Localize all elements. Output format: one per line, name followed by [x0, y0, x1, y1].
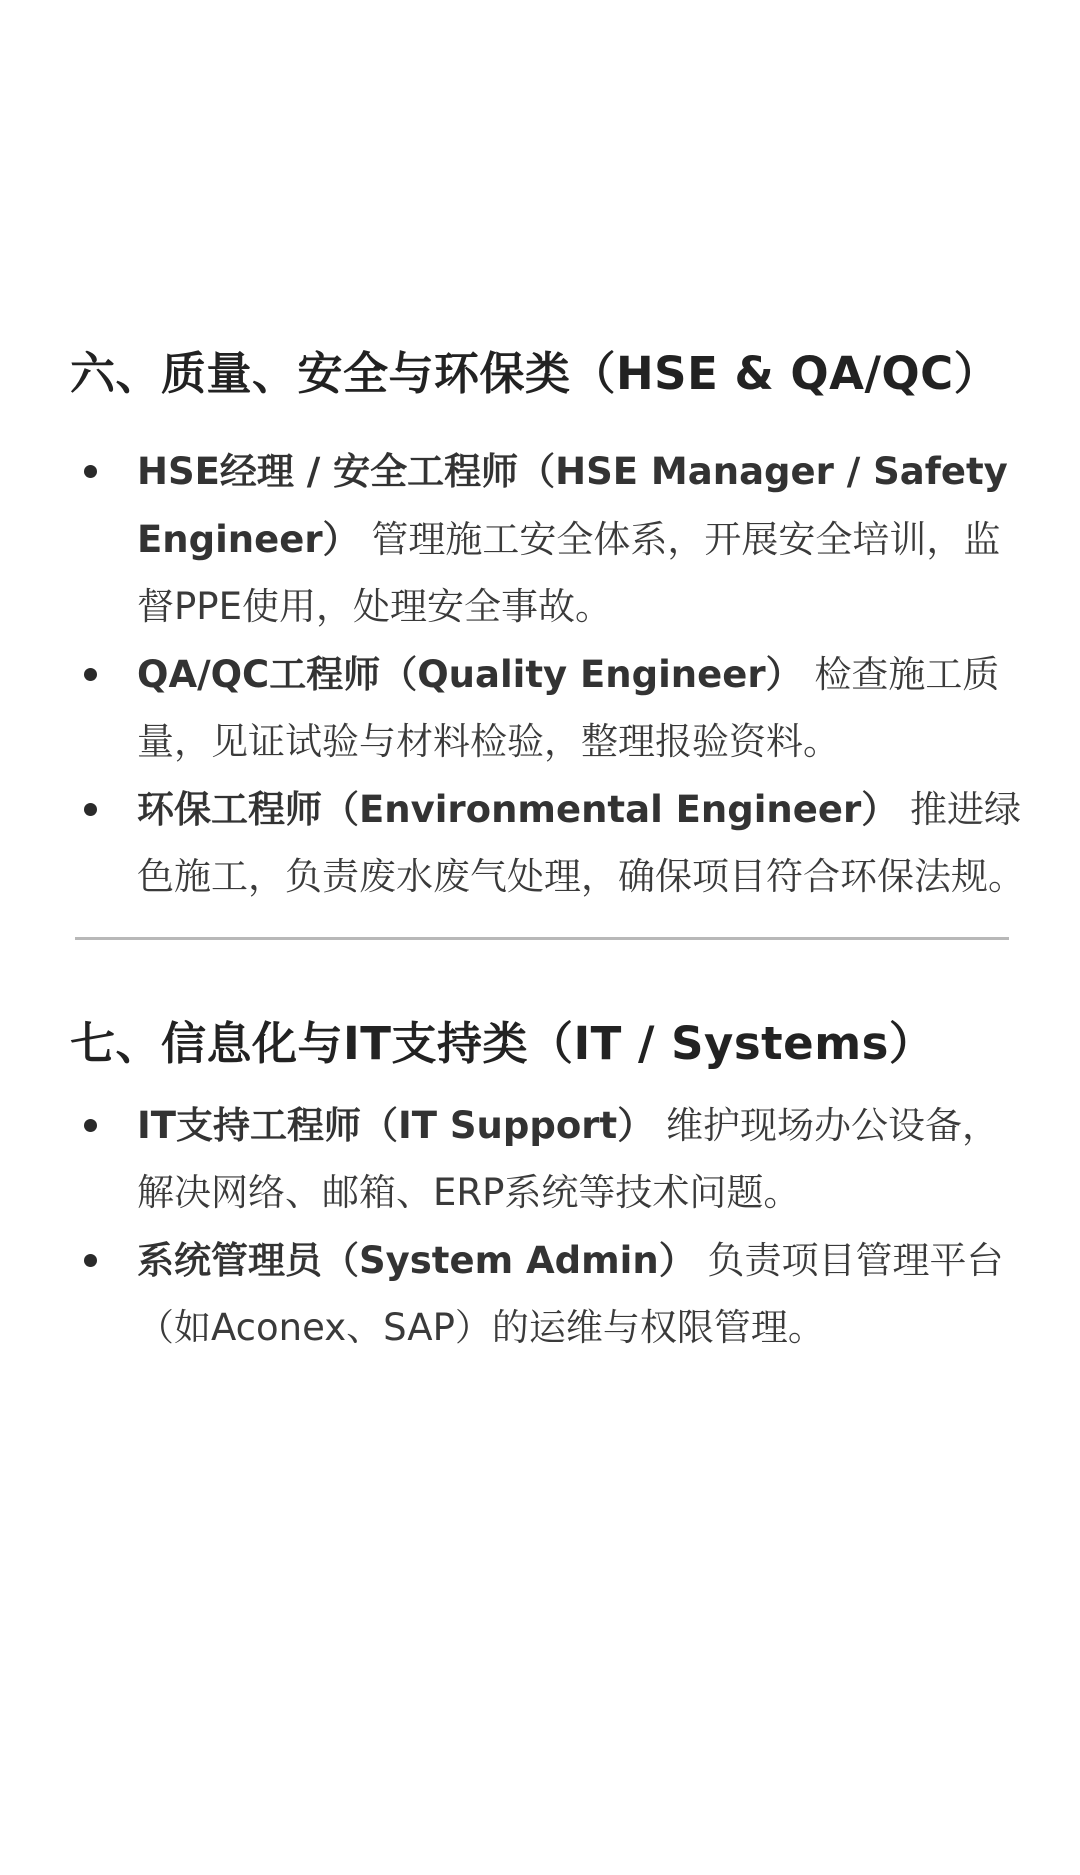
- role-title: HSE经理 / 安全工程师（HSE Manager / Safety Engineer）: [137, 450, 1008, 561]
- role-description: 管理施工安全体系，开展安全培训，监督PPE使用，处理安全事故。: [137, 517, 1001, 628]
- bullet-icon: [84, 803, 97, 816]
- list-item: [70, 641, 1030, 776]
- bullet-icon: [84, 1254, 97, 1267]
- role-description: 负责项目管理平台（如Aconex、SAP）的运维与权限管理。: [137, 1238, 1004, 1349]
- section-title-it-systems: 七、信息化与IT支持类（IT / Systems）: [70, 1016, 935, 1070]
- role-list-it-systems: [70, 1092, 1030, 1362]
- role-title: 环保工程师（Environmental Engineer）: [137, 787, 899, 831]
- list-item: [70, 1227, 1030, 1362]
- list-item: [70, 776, 1030, 911]
- bullet-icon: [84, 668, 97, 681]
- role-description: 维护现场办公设备，解决网络、邮箱、ERP系统等技术问题。: [137, 1103, 999, 1214]
- role-list-hse-qa-qc: [70, 438, 1030, 911]
- role-title: IT支持工程师（IT Support）: [137, 1103, 655, 1147]
- section-title-hse-qa-qc: 六、质量、安全与环保类（HSE & QA/QC）: [70, 347, 1000, 400]
- section-divider: [75, 937, 1009, 940]
- bullet-icon: [84, 465, 97, 478]
- role-title: QA/QC工程师（Quality Engineer）: [137, 652, 803, 696]
- list-item: [70, 1092, 1030, 1227]
- role-title: 系统管理员（System Admin）: [137, 1238, 696, 1282]
- article-content: [70, 330, 1030, 1362]
- role-description: 推进绿色施工，负责废水废气处理，确保项目符合环保法规。: [137, 787, 1025, 898]
- bullet-icon: [84, 1119, 97, 1132]
- list-item: [70, 438, 1030, 641]
- role-description: 检查施工质量，见证试验与材料检验，整理报验资料。: [137, 652, 1000, 763]
